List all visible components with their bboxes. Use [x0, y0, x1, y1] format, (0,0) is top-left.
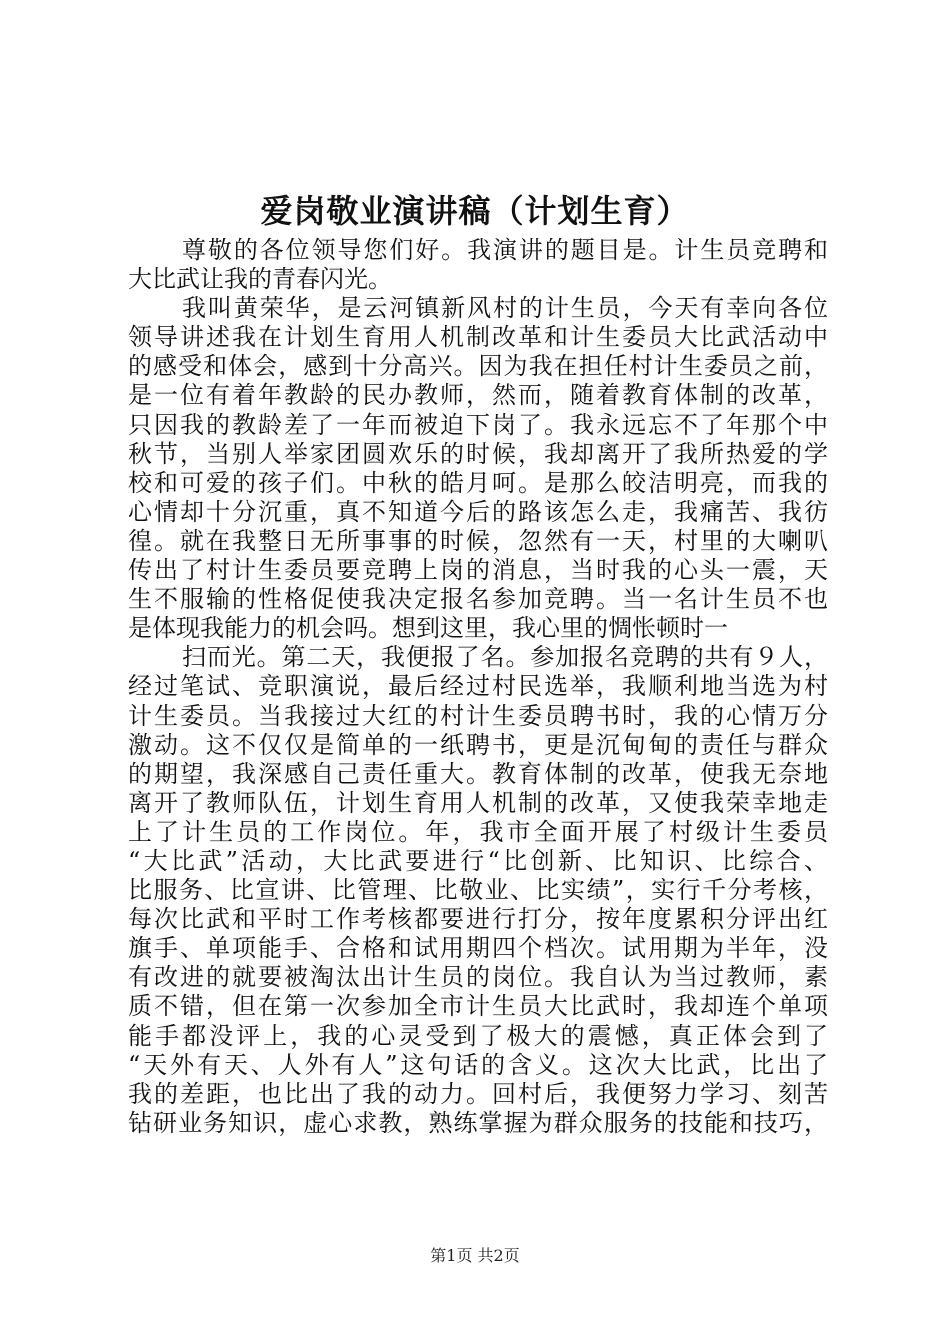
body-line: “大比武”活动，大比武要进行“比创新、比知识、比综合、	[128, 846, 828, 875]
body-line: 每次比武和平时工作考核都要进行打分，按年度累积分评出红	[128, 905, 828, 934]
body-line: 离开了教师队伍，计划生育用人机制的改革，又使我荣幸地走	[128, 788, 828, 817]
body-line: 传出了村计生委员要竞聘上岗的消息，当时我的心头一震，天	[128, 556, 828, 585]
body-line: 激动。这不仅仅是简单的一纸聘书，更是沉甸甸的责任与群众	[128, 730, 828, 759]
body-line: 旗手、单项能手、合格和试用期四个档次。试用期为半年，没	[128, 934, 828, 963]
body-line: “天外有天、人外有人”这句话的含义。这次大比武，比出了	[128, 1050, 828, 1079]
body-line: 比服务、比宣讲、比管理、比敬业、比实绩”，实行千分考核，	[128, 876, 828, 905]
document-title: 爱岗敬业演讲稿（计划生育）	[260, 192, 690, 230]
body-line: 校和可爱的孩子们。中秋的皓月呵。是那么皎洁明亮，而我的	[128, 468, 828, 497]
body-line: 计生委员。当我接过大红的村计生委员聘书时，我的心情万分	[128, 701, 828, 730]
body-line: 生不服输的性格促使我决定报名参加竞聘。当一名计生员不也	[128, 585, 828, 614]
body-line: 我叫黄荣华，是云河镇新风村的计生员，今天有幸向各位	[182, 294, 828, 323]
body-line: 质不错，但在第一次参加全市计生员大比武时，我却连个单项	[128, 992, 828, 1021]
body-line: 是一位有着年教龄的民办教师，然而，随着教育体制的改革，	[128, 381, 828, 410]
body-line: 扫而光。第二天，我便报了名。参加报名竞聘的共有９人，	[182, 643, 828, 672]
body-line: 心情却十分沉重，真不知道今后的路该怎么走，我痛苦、我彷	[128, 497, 828, 526]
body-line: 上了计生员的工作岗位。年，我市全面开展了村级计生委员	[128, 817, 828, 846]
body-line: 我的差距，也比出了我的动力。回村后，我便努力学习、刻苦	[128, 1079, 828, 1108]
page-footer: 第1页 共2页	[430, 1246, 520, 1265]
body-line: 经过笔试、竞职演说，最后经过村民选举，我顺利地当选为村	[128, 672, 828, 701]
document-body	[128, 236, 828, 1138]
body-line: 徨。就在我整日无所事事的时候，忽然有一天，村里的大喇叭	[128, 526, 828, 555]
body-line: 的感受和体会，感到十分高兴。因为我在担任村计生委员之前，	[128, 352, 828, 381]
body-line: 秋节，当别人举家团圆欢乐的时候，我却离开了我所热爱的学	[128, 439, 828, 468]
body-line: 能手都没评上，我的心灵受到了极大的震憾，真正体会到了	[128, 1021, 828, 1050]
body-line: 是体现我能力的机会吗。想到这里，我心里的惆怅顿时一	[128, 614, 728, 643]
body-line: 的期望，我深感自己责任重大。教育体制的改革，使我无奈地	[128, 759, 828, 788]
body-line: 只因我的教龄差了一年而被迫下岗了。我永远忘不了年那个中	[128, 410, 828, 439]
body-line: 大比武让我的青春闪光。	[128, 265, 392, 294]
body-line: 钻研业务知识，虚心求教，熟练掌握为群众服务的技能和技巧，	[128, 1108, 828, 1137]
body-line: 领导讲述我在计划生育用人机制改革和计生委员大比武活动中	[128, 323, 828, 352]
body-line: 尊敬的各位领导您们好。我演讲的题目是。计生员竞聘和	[182, 236, 828, 264]
body-line: 有改进的就要被淘汰出计生员的岗位。我自认为当过教师，素	[128, 963, 828, 992]
